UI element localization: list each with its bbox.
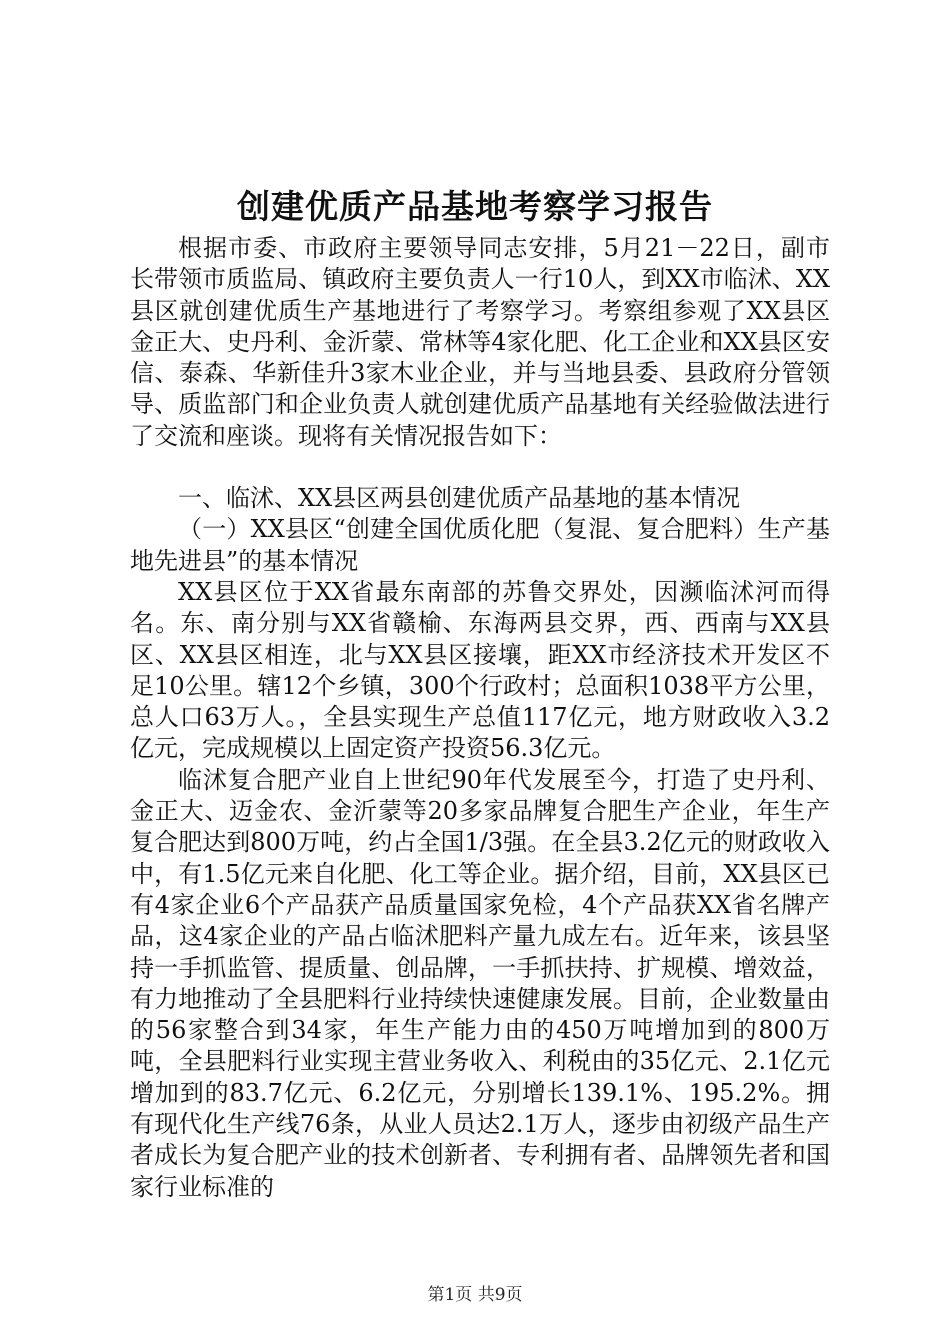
paragraph-fertilizer-industry: 临沭复合肥产业自上世纪90年代发展至今，打造了史丹利、金正大、迈金农、金沂蒙等20多家品牌复合肥生产企业，年生产复合肥达到800万吨，约占全国1/3强。在全县3.2亿元的财政收入中，有1.5亿元来自化肥、化工等企业。据介绍，目前，XX县区已有4家企业6个产品获产品质量国家免检，4个产品获XX省名牌产品，这4家企业的产品占临沭肥料产量九成左右。近年来，该县坚持一手抓监管、提质量、创品牌，一手抓扶持、扩规模、增效益，有力地推动了全县肥料行业持续快速健康发展。目前，企业数量由的56家整合到34家，年生产能力由的450万吨增加到的800万吨，全县肥料行业实现主营业务收入、利税由的35亿元、2.1亿元增加到的83.7亿元、6.2亿元，分别增长139.1%、195.2%。拥有现代化生产线76条，从业人员达2.1万人，逐步由初级产品生产者成长为复合肥产业的技术创新者、专利拥有者、品牌领先者和国家行业标准的 <box>130 765 830 1201</box>
document-body <box>130 233 830 1203</box>
document-title: 创建优质产品基地考察学习报告 <box>237 187 713 226</box>
subsection-heading-1: （一）XX县区“创建全国优质化肥（复混、复合肥料）生产基地先进县”的基本情况 <box>130 515 830 575</box>
paragraph-county-overview: XX县区位于XX省最东南部的苏鲁交界处，因濒临沭河而得名。东、南分别与XX省赣榆、东海两县交界，西、西南与XX县区、XX县区相连，北与XX县区接壤，距XX市经济技术开发区不足10公里。辖12个乡镇，300个行政村；总面积1038平方公里，总人口63万人。，全县实现生产总值117亿元，地方财政收入3.2亿元，完成规模以上固定资产投资56.3亿元。 <box>130 577 830 763</box>
paragraph-intro: 根据市委、市政府主要领导同志安排，5月21－22日，副市长带领市质监局、镇政府主要负责人一行10人，到XX市临沭、XX县区就创建优质生产基地进行了考察学习。考察组参观了XX县区金正大、史丹利、金沂蒙、常林等4家化肥、化工企业和XX县区安信、泰森、华新佳升3家木业企业，并与当地县委、县政府分管领导、质监部门和企业负责人就创建优质产品基地有关经验做法进行了交流和座谈。现将有关情况报告如下： <box>130 234 830 450</box>
page-indicator: 第1页 共9页 <box>427 1285 523 1305</box>
section-heading-1: 一、临沭、XX县区两县创建优质产品基地的基本情况 <box>178 484 741 513</box>
